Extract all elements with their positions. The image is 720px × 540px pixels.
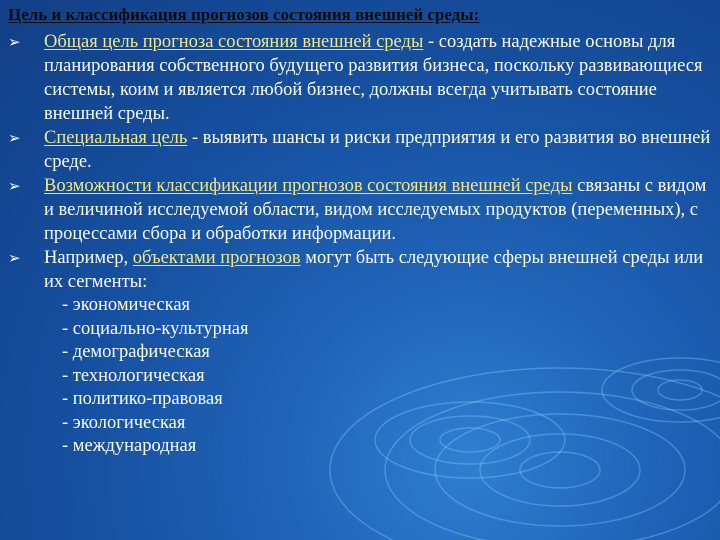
sphere-item-technological: - технологическая (62, 365, 205, 386)
bullet-item-general-goal (6, 30, 718, 126)
arrow-bullet-icon: ➢ (8, 33, 21, 51)
sphere-item-ecological: - экологическая (62, 412, 186, 433)
general-goal-text: - создать надежные основы для планирования собственного будущего развития бизнеса, поскольку развивающиеся системы, коим и является любой бизнес, должны всегда учитывать состояние внешней среды. (44, 32, 703, 124)
special-goal-text: - выявить шансы и риски предприятия и его развития во внешней среде. (44, 128, 711, 172)
arrow-bullet-icon: ➢ (8, 129, 21, 147)
forecast-objects-link[interactable]: объектами прогнозов (132, 248, 301, 268)
sphere-item-sociocultural: - социально-культурная (62, 318, 249, 339)
general-goal-link[interactable]: Общая цель прогноза состояния внешней среды (44, 32, 424, 52)
slide-title: Цель и классификация прогнозов состояния внешней среды: (8, 5, 480, 24)
sphere-item-demographic: - демографическая (62, 342, 210, 362)
sphere-item-economic: - экономическая (62, 295, 191, 315)
classification-link[interactable]: Возможности классификации прогнозов состояния внешней среды (44, 176, 573, 196)
bullet-list (6, 30, 718, 459)
sphere-item-political-legal: - политико-правовая (62, 389, 223, 409)
bullet-item-forecast-objects (6, 246, 718, 459)
special-goal-link[interactable]: Специальная цель (44, 128, 188, 148)
forecast-objects-prefix: Например, (44, 248, 133, 268)
bullet-item-special-goal (6, 126, 718, 174)
forecast-objects-text: могут быть следующие сферы внешней среды или их сегменты: (44, 248, 704, 292)
arrow-bullet-icon: ➢ (8, 249, 21, 267)
bullet-item-classification (6, 174, 718, 246)
sphere-item-international: - международная (62, 436, 197, 456)
arrow-bullet-icon: ➢ (8, 177, 21, 195)
classification-text: связаны с видом и величиной исследуемой области, видом исследуемых продуктов (переменных), с процессами сбора и обработки информации. (44, 176, 707, 244)
spheres-list (44, 294, 718, 459)
